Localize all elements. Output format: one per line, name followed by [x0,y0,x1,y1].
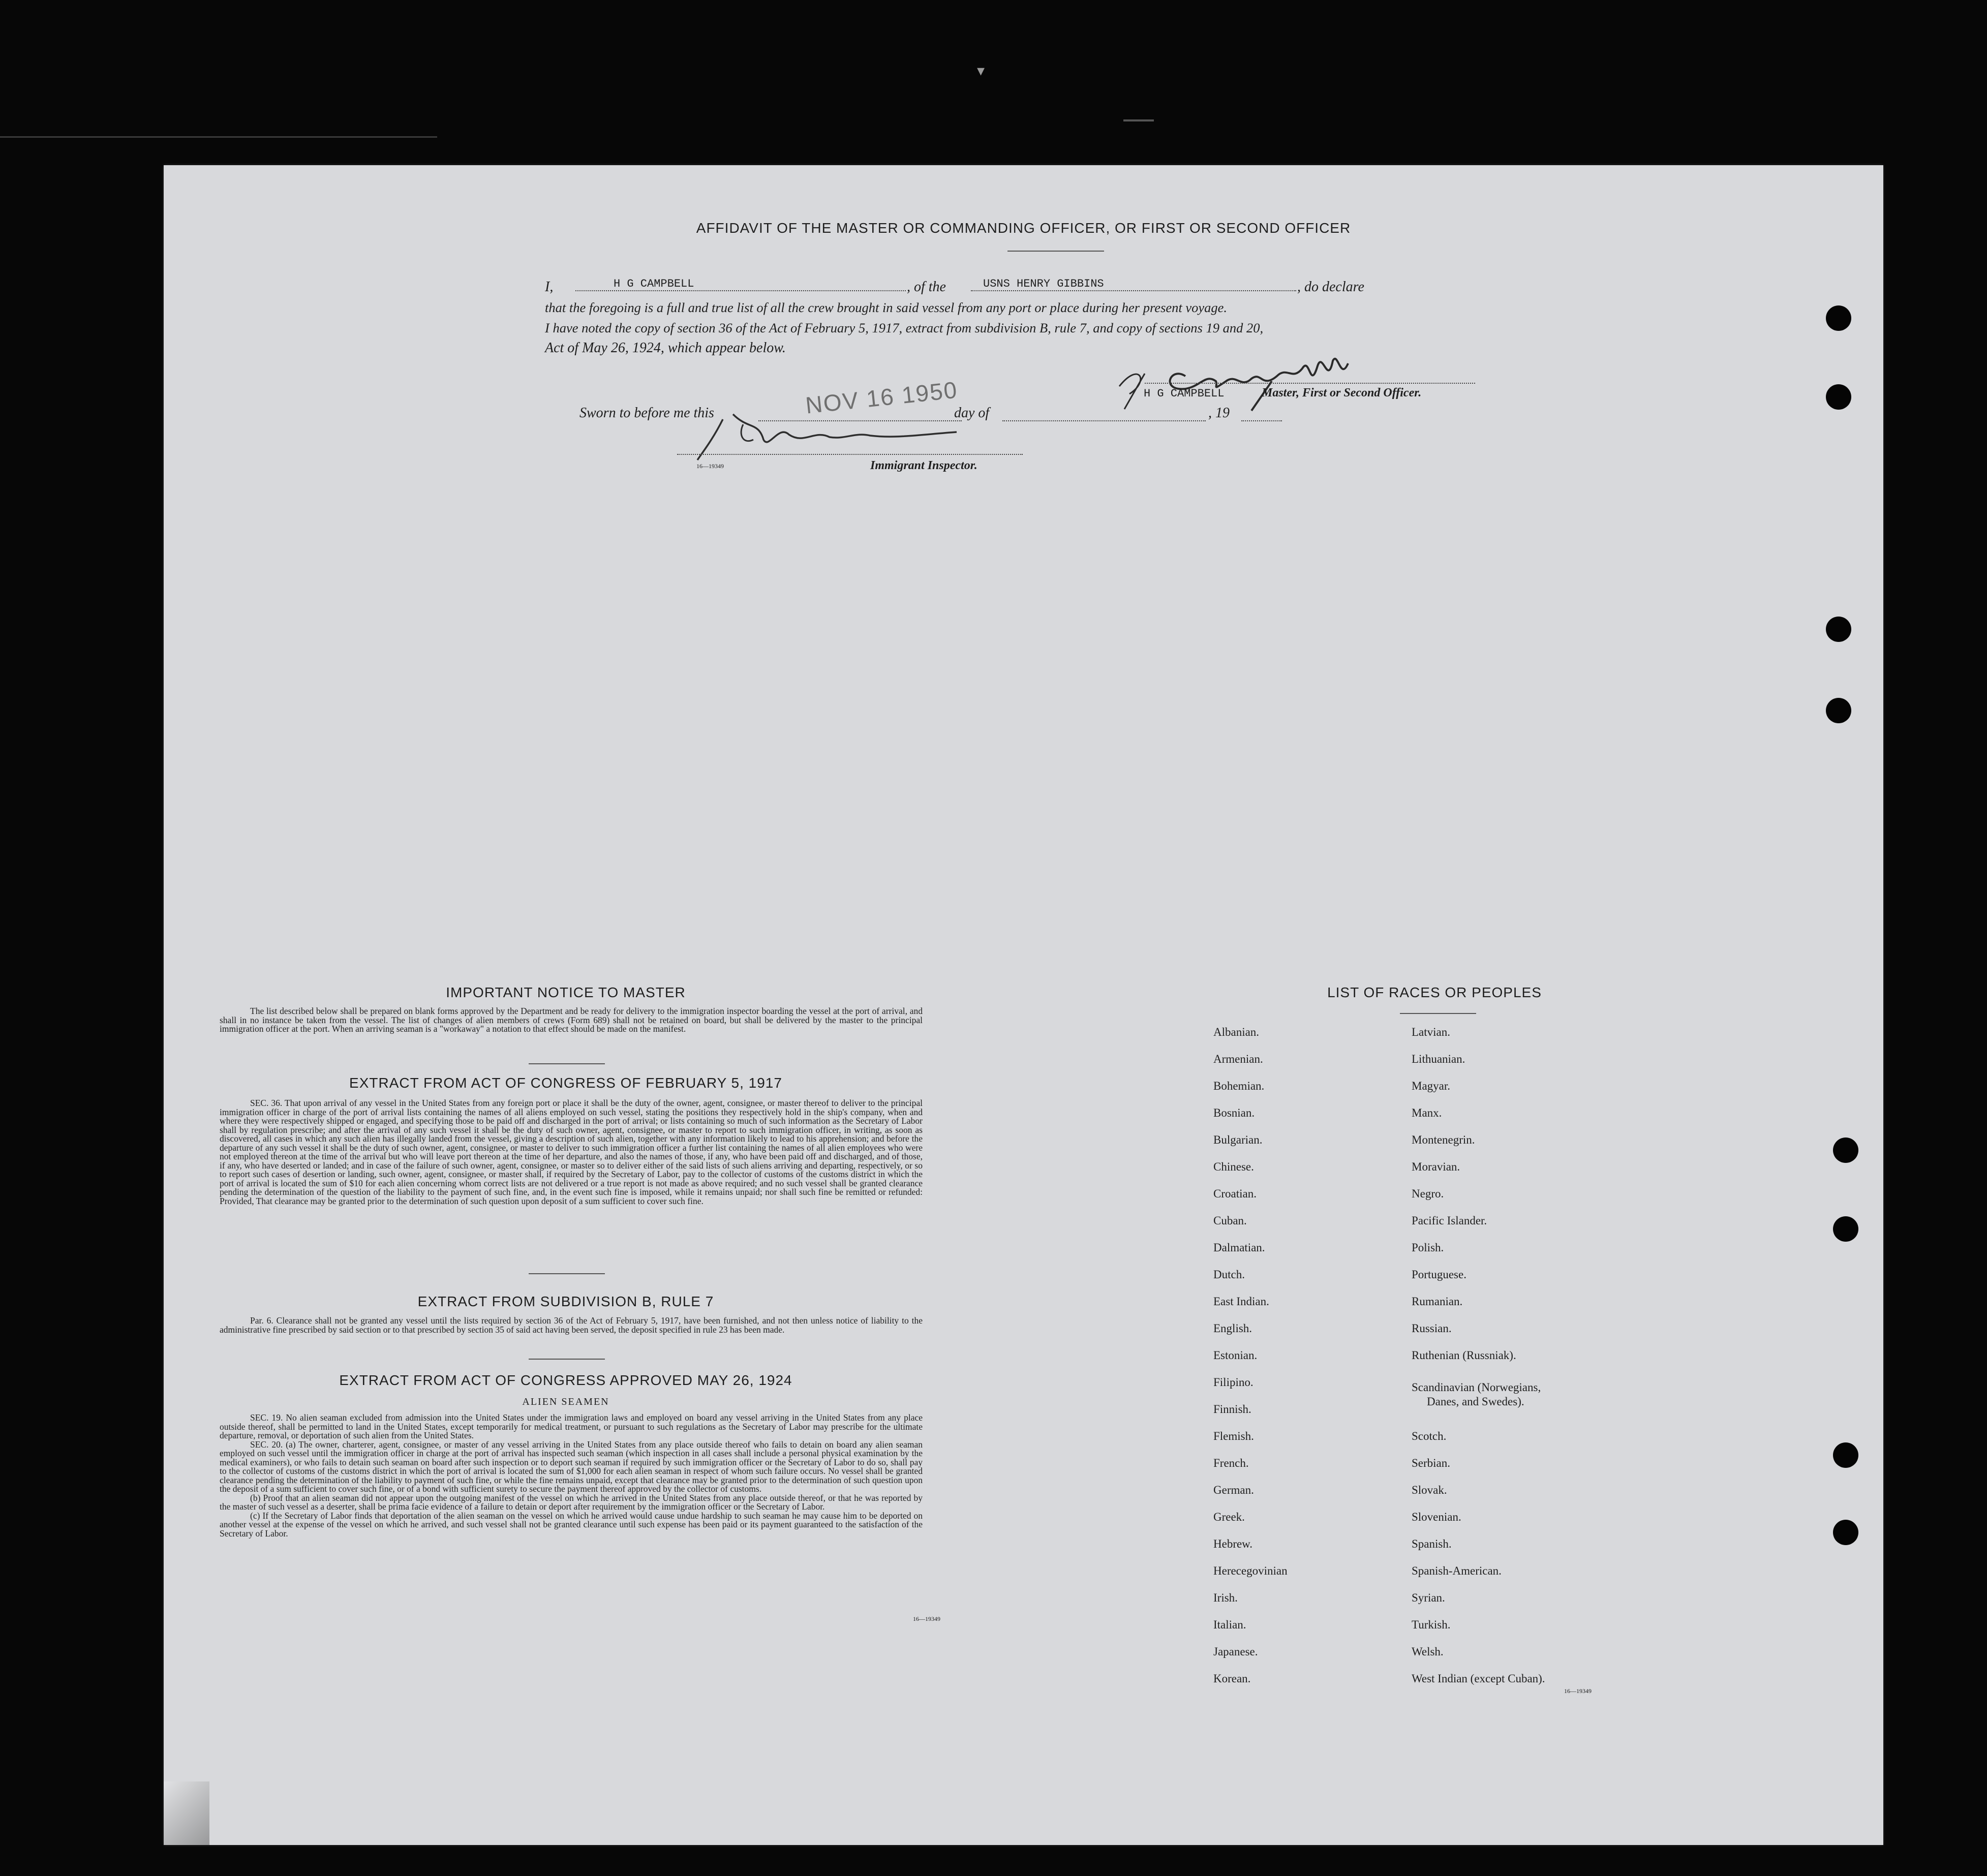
affidavit-heading: AFFIDAVIT OF THE MASTER OR COMMANDING OFFICER, OR FIRST OR SECOND OFFICER [696,220,1351,236]
vessel-name-field: USNS HENRY GIBBINS [983,278,1104,290]
race-item: Rumanian. [1412,1295,1463,1308]
form-number: 16—19349 [913,1615,940,1622]
officer-name-field: H G CAMPBELL [614,278,694,290]
affidavit-line-2: that the foregoing is a full and true list of all the crew brought in said vessel from any port or place during her present voyage. [545,300,1228,315]
punch-hole [1826,384,1851,410]
race-item: Serbian. [1412,1457,1451,1469]
affidavit-line-3: I have noted the copy of section 36 of the Act of February 5, 1917, extract from subdivision B, rule 7, and copy of sections 19 and 20, [545,320,1264,335]
divider [529,1273,605,1274]
extract-1924-sec20a: SEC. 20. (a) The owner, charterer, agent, consignee, or master of any vessel arriving in the United States from any place outside thereof who fails to detain on board any alien seaman employed on such vessel until the immigration officer in charge at the port of arrival has inspected such seaman (which inspection in all cases shall include a personal physical examination by the medical examiners), or who fails to detain such seaman on board after such inspection or to deport such seaman if required by such immigration officer or the Secretary of Labor to do so, shall pay to the collector of customs of the customs district in which the port of arrival is located the sum of $1,000 for each alien seaman in respect of whom such failure occurs. No vessel shall be granted clearance pending the determination of the liability to payment of such fine, or while the fine remains unpaid, except that clearance may be granted prior to the determination of such question upon the deposit of a sum sufficient to cover such fine, or of a bond with sufficient surety to secure the payment thereof approved by the collector of customs. [220,1439,923,1494]
race-item: German. [1213,1484,1254,1496]
race-item: Italian. [1213,1618,1246,1631]
races-heading: LIST OF RACES OR PEOPLES [1327,985,1542,1000]
inspector-signature [692,404,1007,465]
race-item: Finnish. [1213,1403,1251,1416]
punch-hole [1826,698,1851,723]
race-item: Manx. [1412,1106,1442,1119]
inspector-signature-line [677,454,1023,455]
race-item: Herecegovinian [1213,1564,1288,1577]
race-item: Armenian. [1213,1053,1263,1065]
scan-edge-line [1123,119,1154,121]
sworn-before-label: Sworn to before me this [579,405,714,421]
typed-signer: H G CAMPBELL [1144,387,1225,400]
extract-1917-paragraph: SEC. 36. That upon arrival of any vessel in the United States from any foreign port or place it shall be the duty of the owner, agent, consignee, or master thereof to deliver to the principal immigration officer in charge of the port of arrival lists containing the names of all aliens employed on such vessel, stating the positions they respectively hold in the ship's company, when and where they were respectively shipped or engaged, and specifying those to be paid off and discharged in the port of arrival; or lists containing so much of such information as the Secretary of Labor shall by regulation prescribe; and after the arrival of any such vessel it shall be the duty of such owner, agent, consignee, or master to report to such immigration officer, in writing, as soon as discovered, all cases in which any such alien has illegally landed from the vessel, giving a description of such alien, together with any information likely to lead to his apprehension; and before the departure of any such vessel it shall be the duty of such owner, agent, consignee, or master to deliver to such immigration officer a further list containing the names of all alien employees who were not employed thereon at the time of the arrival but who will leave port thereon at the time of her departure, and also the names of those, if any, who have been paid off and discharged, and of those, if any, who have deserted or landed; and in case of the failure of such owner, agent, consignee, or master so to deliver either of the said lists of such aliens arriving and departing, respectively, or so to report such cases of desertion or landing, such owner, agent, consignee, or master shall, if required by the Secretary of Labor, pay to the collector of customs of the customs district in which the port of arrival is located the sum of $10 for each alien concerning whom correct lists are not delivered or a true report is not made as above required; and no such vessel shall be granted clearance pending the determination of the question of the liability to the payment of such fine, and, in the event such fine is imposed, while it remains unpaid; nor shall such fine be remitted or refunded: Provided, That clearance may be granted prior to the determination of such question upon deposit of a sum sufficient to cover such fine. [220,1098,923,1206]
divider [529,1063,605,1064]
signer-role: Master, First or Second Officer. [1262,386,1422,399]
race-item: Japanese. [1213,1645,1258,1658]
race-item: English. [1213,1322,1252,1335]
race-item: Croatian. [1213,1187,1257,1200]
day-of-label: day of [954,405,990,421]
extract-1924-heading: EXTRACT FROM ACT OF CONGRESS APPROVED MAY 26, 1924 [339,1372,792,1388]
year-label: , 19 [1208,405,1230,421]
scan-edge-line [0,136,437,138]
extract-1917-text [220,1099,923,1206]
race-item: Latvian. [1412,1026,1450,1038]
race-item: Pacific Islander. [1412,1214,1487,1227]
race-item: Russian. [1412,1322,1452,1335]
race-item: Portuguese. [1412,1268,1466,1281]
race-item: Estonian. [1213,1349,1258,1362]
sworn-month-line [1002,420,1206,421]
divider [1400,1013,1476,1014]
race-item: Scandinavian (Norwegians, [1412,1381,1541,1394]
race-item: Dutch. [1213,1268,1245,1281]
worn-corner [164,1781,209,1845]
sworn-year-line [1241,420,1282,421]
race-item: Syrian. [1412,1591,1445,1604]
race-item: Moravian. [1412,1160,1460,1173]
race-item: Hebrew. [1213,1537,1253,1550]
race-item: Magyar. [1412,1080,1451,1092]
race-item: Danes, and Swedes). [1427,1395,1524,1408]
extract-1924-sec20b: (b) Proof that an alien seaman did not appear upon the outgoing manifest of the vessel on which he arrived in the United States from any place outside thereof, or that he was reported by the master of such vessel as a deserter, shall be prima facie evidence of a failure to detain or deport after requirement by the immigration officer or the Secretary of Labor. [220,1492,923,1512]
extract-1924-subheading: ALIEN SEAMEN [522,1396,609,1407]
race-item: Scotch. [1412,1430,1447,1442]
punch-hole [1833,1520,1858,1545]
punch-hole [1833,1216,1858,1242]
race-item: Turkish. [1412,1618,1451,1631]
race-item: Ruthenian (Russniak). [1412,1349,1516,1362]
affidavit-text-block [545,277,1663,358]
race-item: Bulgarian. [1213,1133,1263,1146]
punch-hole [1833,1442,1858,1468]
divider [1007,251,1104,252]
race-item: East Indian. [1213,1295,1269,1308]
extract-1924-sec19: SEC. 19. No alien seaman excluded from admission into the United States under the immigration laws and employed on board any vessel arriving in the United States from any place outside thereof, shall be permitted to land in the United States, except temporarily for medical treatment, or pursuant to such regulations as the Secretary of Labor may prescribe for the ultimate departure, removal, or deportation of such alien from the United States. [220,1412,923,1440]
race-item: French. [1213,1457,1249,1469]
race-item: Dalmatian. [1213,1241,1265,1254]
signature-line [1145,383,1475,384]
race-item: Flemish. [1213,1430,1254,1442]
punch-hole [1833,1137,1858,1163]
extract-rule7-text [220,1316,923,1334]
divider [529,1359,605,1360]
extract-1917-heading: EXTRACT FROM ACT OF CONGRESS OF FEBRUARY 5, 1917 [349,1075,782,1091]
date-stamp: NOV 16 1950 [804,376,959,419]
affidavit-of-the: , of the [907,279,946,295]
race-item: Negro. [1412,1187,1444,1200]
race-item: Chinese. [1213,1160,1254,1173]
notice-paragraph: The list described below shall be prepared on blank forms approved by the Department and be ready for delivery to the immigration inspector boarding the vessel at the port of arrival, and shall in no instance be taken from the vessel. The list of changes of alien members of crews (Form 689) shall not be retained on board, but shall be delivered by the master to the principal immigration officer at the port. When an arriving seaman is a "workaway" a notation to that effect should be made on the manifest. [220,1006,923,1034]
race-item: Lithuanian. [1412,1053,1465,1065]
form-number: 16—19349 [696,463,724,470]
extract-1924-text [220,1413,923,1538]
inspector-label: Immigrant Inspector. [870,459,977,472]
race-item: Greek. [1213,1511,1245,1523]
extract-rule7-paragraph: Par. 6. Clearance shall not be granted any vessel until the lists required by section 36 of the Act of February 5, 1917, have been furnished, and not then unless notice of liability to the administrative fine prescribed by said section or to that prescribed by section 35 of said act having been served, the deposit specified in rule 23 has been made. [220,1315,923,1335]
race-item: Spanish. [1412,1537,1452,1550]
extract-1924-sec20c: (c) If the Secretary of Labor finds that deportation of the alien seaman on the vessel on which he arrived would cause undue hardship to such seaman he may cause him to be deported on another vessel at the expense of the vessel on which he arrived, and such vessel shall not be granted clearance until such expense has been paid or its payment guaranteed to the satisfaction of the Secretary of Labor. [220,1510,923,1539]
extract-rule7-heading: EXTRACT FROM SUBDIVISION B, RULE 7 [417,1294,714,1309]
notice-heading: IMPORTANT NOTICE TO MASTER [446,985,686,1000]
race-item: Cuban. [1213,1214,1247,1227]
race-item: Bohemian. [1213,1080,1265,1092]
affidavit-line-4: Act of May 26, 1924, which appear below. [545,340,786,356]
notice-text [220,1007,923,1034]
master-signature [1109,346,1394,412]
race-item: Korean. [1213,1672,1251,1685]
race-item: Polish. [1412,1241,1444,1254]
affidavit-pronoun: I, [545,279,554,295]
race-item: Albanian. [1213,1026,1260,1038]
race-item: Slovak. [1412,1484,1447,1496]
race-item: Filipino. [1213,1376,1254,1389]
document-sheet [164,165,1883,1845]
affidavit-do-declare: , do declare [1297,279,1364,295]
punch-hole [1826,305,1851,331]
punch-hole [1826,617,1851,642]
race-item: Montenegrin. [1412,1133,1475,1146]
race-item: Welsh. [1412,1645,1444,1658]
race-item: Irish. [1213,1591,1238,1604]
race-item: West Indian (except Cuban). [1412,1672,1545,1685]
race-item: Bosnian. [1213,1106,1255,1119]
race-item: Slovenian. [1412,1511,1461,1523]
scan-mark: ▾ [977,62,985,80]
race-item: Spanish-American. [1412,1564,1502,1577]
form-number: 16—19349 [1564,1687,1592,1695]
